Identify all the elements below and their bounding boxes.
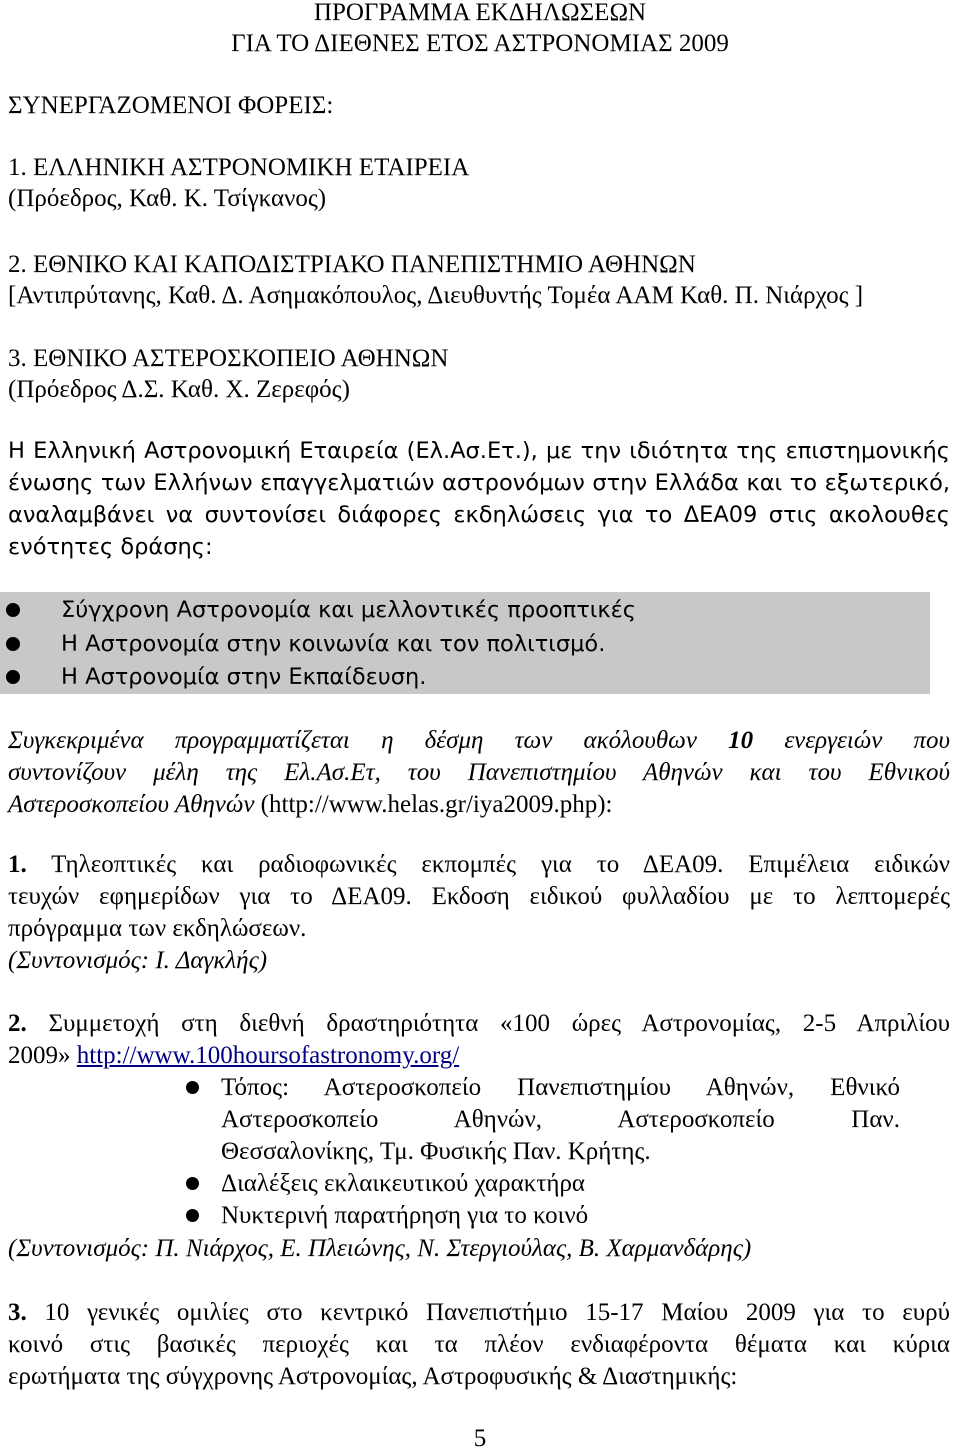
action-2-line-1-text: Συμμετοχή στη διεθνή δραστηριότητα «100 ώρες Αστρονομίας, 2-5 Απριλίου	[26, 1010, 950, 1037]
partner-1	[8, 153, 950, 183]
action-3-line-1	[8, 1298, 950, 1328]
partner-3-num: 3.	[8, 345, 27, 372]
bullet-icon	[186, 1209, 199, 1222]
programme-line-1-a: Συγκεκριμένα προγραμματίζεται η δέσμη των ακόλουθων	[8, 727, 729, 754]
action-2-line-2	[8, 1041, 950, 1071]
partners-heading: ΣΥΝΕΡΓΑΖΟΜΕΝΟΙ ΦΟΡΕΙΣ:	[8, 92, 334, 119]
action-3-line-3: ερωτήματα της σύγχρονης Αστρονομίας, Αστροφυσικής & Διαστημικής:	[8, 1363, 738, 1390]
action-1-line-1	[8, 850, 950, 880]
action-3-num: 3.	[8, 1299, 27, 1326]
action-2-coordinators-text: (Συντονισμός: Π. Νιάρχος, Ε. Πλειώνης, Ν. Στεργιούλας, Β. Χαρμανδάρης)	[8, 1235, 752, 1262]
intro-line-4: ενότητες δράσης:	[8, 534, 213, 560]
action-2-bullet-2: Διαλέξεις εκλαικευτικού χαρακτήρα	[221, 1170, 586, 1197]
action-3-line-1-text: 10 γενικές ομιλίες στο κεντρικό Πανεπιστήμιο 15-17 Μαίου 2009 για το ευρύ	[26, 1299, 950, 1326]
bullet-icon	[6, 637, 20, 651]
programme-line-1	[8, 726, 950, 756]
programme-line-1-b: ενεργειών που	[753, 727, 950, 754]
bullet-icon	[6, 670, 20, 684]
partner-2-name: ΕΘΝΙΚΟ ΚΑΙ ΚΑΠΟΔΙΣΤΡΙΑΚΟ ΠΑΝΕΠΙΣΤΗΜΙΟ ΑΘΗΝΩΝ	[33, 251, 696, 278]
partner-1-num: 1.	[8, 154, 27, 181]
partner-1-detail: (Πρόεδρος, Καθ. Κ. Τσίγκανος)	[8, 185, 327, 212]
hours-of-astronomy-link[interactable]: http://www.100hoursofastronomy.org/	[76, 1042, 460, 1069]
action-2-bullet-1-line-1: Τόπος: Αστεροσκοπείο Πανεπιστημίου Αθηνών, Εθνικό	[221, 1074, 900, 1101]
partner-2-detail: [Αντιπρύτανης, Καθ. Δ. Ασημακόπουλος, Διευθυντής Τομέα ΑΑΜ Καθ. Π. Νιάρχος ]	[8, 282, 864, 309]
page-subtitle: ΓΙΑ ΤΟ ΔΙΕΘΝΕΣ ΕΤΟΣ ΑΣΤΡΟΝΟΜΙΑΣ 2009	[231, 30, 729, 57]
page-title: ΠΡΟΓΡΑΜΜΑ ΕΚΔΗΛΩΣΕΩΝ	[313, 0, 647, 26]
theme-item-1: Σύγχρονη Αστρονομία και μελλοντικές προοπτικές	[61, 597, 637, 623]
partner-3-detail: (Πρόεδρος Δ.Σ. Καθ. Χ. Ζερεφός)	[8, 376, 350, 403]
action-1-line-1-text: Τηλεοπτικές και ραδιοφωνικές εκπομπές για το ΔΕΑ09. Επιμέλεια ειδικών	[26, 851, 950, 878]
page-number: 5	[473, 1425, 487, 1452]
partner-3	[8, 344, 950, 374]
bullet-icon	[6, 603, 20, 617]
action-2-bullet-1-line-2: Αστεροσκοπείο Αθηνών, Αστεροσκοπείο Παν.	[221, 1106, 900, 1133]
action-2-coordinators	[8, 1234, 950, 1264]
action-2-bullet-1-line-3: Θεσσαλονίκης, Τμ. Φυσικής Παν. Κρήτης.	[221, 1138, 651, 1165]
programme-line-3	[8, 790, 950, 820]
theme-item-3: Η Αστρονομία στην Εκπαίδευση.	[61, 664, 427, 690]
programme-count: 10	[728, 727, 754, 754]
partner-2	[8, 250, 950, 280]
intro-line-1: Η Ελληνική Αστρονομική Εταιρεία (Ελ.Ασ.Ετ.), με την ιδιότητα της επιστημονικής	[8, 438, 950, 464]
action-2-line-1	[8, 1009, 950, 1039]
bullet-icon	[186, 1081, 199, 1094]
action-1-coordinators	[8, 946, 950, 976]
intro-line-2: ένωσης των Ελλήνων επαγγελματιών αστρονόμων στην Ελλάδα και το εξωτερικό,	[8, 470, 950, 496]
action-1-coordinators-text: (Συντονισμός: Ι. Δαγκλής)	[8, 947, 268, 974]
programme-line-3-italic: Αστεροσκοπείου Αθηνών	[8, 791, 255, 818]
programme-url: (http://www.helas.gr/iya2009.php):	[254, 791, 613, 818]
action-1-num: 1.	[8, 851, 27, 878]
action-2-line-2-text: 2009»	[8, 1042, 77, 1069]
action-1-line-3: πρόγραμμα των εκδηλώσεων.	[8, 915, 307, 942]
programme-line-2	[8, 758, 950, 788]
programme-line-2-text: συντονίζουν μέλη της Ελ.Ασ.Ετ, του Πανεπιστημίου Αθηνών και του Εθνικού	[8, 759, 950, 786]
action-2-bullet-3: Νυκτερινή παρατήρηση για το κοινό	[221, 1202, 589, 1229]
partner-3-name: ΕΘΝΙΚΟ ΑΣΤΕΡΟΣΚΟΠΕΙΟ ΑΘΗΝΩΝ	[33, 345, 449, 372]
intro-line-3: αναλαμβάνει να συντονίσει διάφορες εκδηλώσεις για το ΔΕΑ09 στις ακολουθες	[8, 502, 950, 528]
action-3-line-2: κοινό στις βασικές περιοχές και τα πλέον ενδιαφέροντα θέματα και κύρια	[8, 1331, 950, 1358]
partner-1-name: ΕΛΛΗΝΙΚΗ ΑΣΤΡΟΝΟΜΙΚΗ ΕΤΑΙΡΕΙΑ	[33, 154, 470, 181]
theme-item-2: Η Αστρονομία στην κοινωνία και τον πολιτισμό.	[61, 631, 606, 657]
partner-2-num: 2.	[8, 251, 27, 278]
bullet-icon	[186, 1177, 199, 1190]
action-2-num: 2.	[8, 1010, 27, 1037]
action-1-line-2: τευχών εφημερίδων για το ΔΕΑ09. Εκδοση ειδικού φυλλαδίου με το λεπτομερές	[8, 883, 950, 910]
